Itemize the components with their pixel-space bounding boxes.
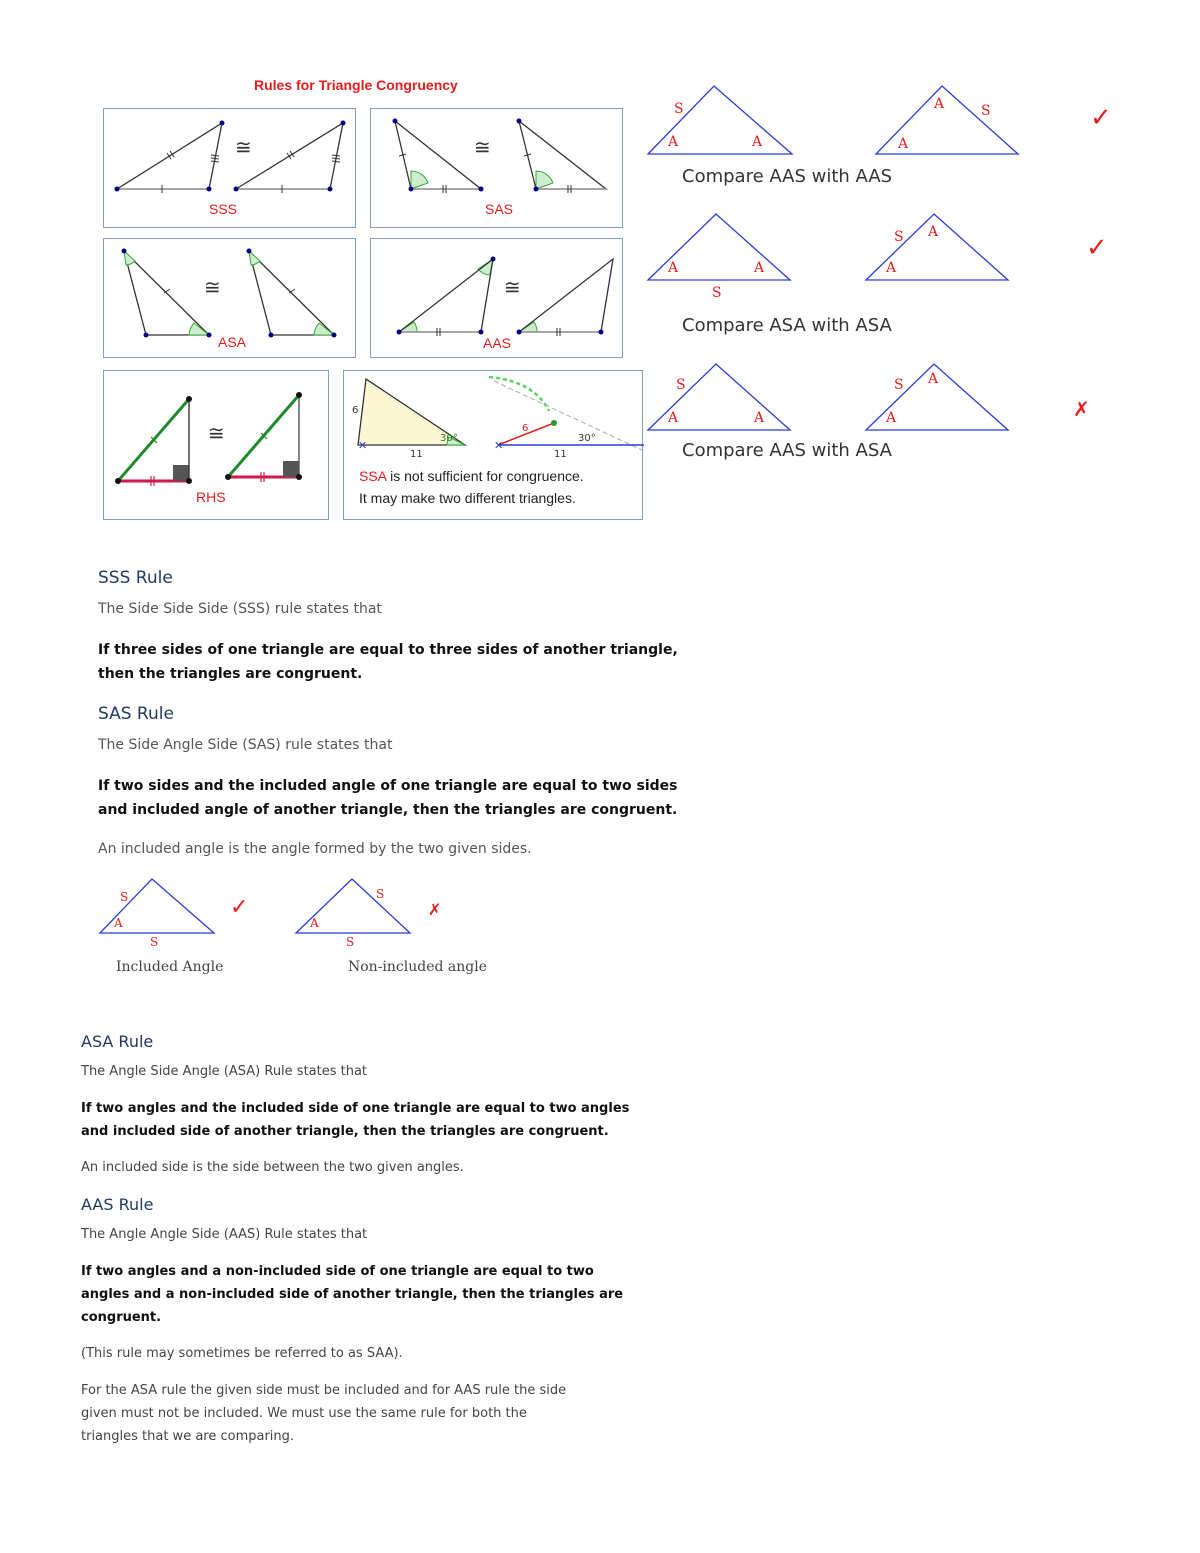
mark-s-4: S [894, 229, 904, 245]
asa-heading: ASA Rule [81, 1032, 154, 1051]
non-mark-a: A [310, 916, 319, 930]
non-mark-s-1: S [376, 887, 385, 901]
caption-asa-asa: Compare ASA with ASA [682, 315, 892, 336]
mark-a-2: A [752, 134, 763, 150]
panel-sas-clip [369, 108, 599, 229]
mark-a-5: A [668, 260, 679, 276]
ssa-line-1-rest: is not sufficient for congruence. [386, 468, 584, 484]
svg-text:✕: ✕ [358, 439, 368, 452]
asa-aas-section [80, 1028, 630, 1458]
mark-a-1: A [668, 134, 679, 150]
cross-icon: ✗ [1073, 397, 1090, 421]
asa-intro: The Angle Side Angle (ASA) Rule states that [81, 1064, 368, 1079]
mark-a-7: A [928, 224, 939, 240]
panel-sas [370, 108, 623, 228]
aas-statement-line-1: If two angles and a non-included side of one triangle are equal to two [81, 1264, 594, 1279]
sas-intro: The Side Angle Side (SAS) rule states that [98, 737, 393, 753]
sss-congruent-symbol: ≅ [235, 135, 252, 159]
mark-a-4: A [898, 136, 909, 152]
closing-line-3: triangles that we are comparing. [81, 1429, 295, 1444]
ssa-abbrev: SSA [359, 468, 387, 484]
non-mark-s-2: S [346, 935, 355, 949]
ssa-side-11b-label: 11 [554, 449, 567, 460]
check-icon: ✓ [230, 895, 249, 920]
ssa-side-6-label: 6 [352, 405, 359, 416]
closing-line-2: given must not be included. We must use the same rule for both the [81, 1406, 527, 1421]
check-icon: ✓ [1086, 233, 1108, 263]
closing-line-1: For the ASA rule the given side must be included and for AAS rule the side [81, 1383, 567, 1398]
ssa-angle-b-label: 30° [578, 433, 596, 444]
panel-aas-clip [369, 238, 599, 359]
asa-label: ASA [218, 334, 247, 350]
aas-statement-line-3: congruent. [81, 1310, 162, 1325]
asa-statement-line-2: and included side of another triangle, then the triangles are congruent. [81, 1124, 609, 1139]
sas-label: SAS [485, 201, 514, 217]
sss-heading: SSS Rule [98, 568, 173, 588]
cross-icon: ✗ [428, 900, 442, 919]
inc-mark-s-1: S [120, 890, 129, 904]
mark-a-10: A [754, 410, 765, 426]
sas-statement-line-2: and included angle of another triangle, then the triangles are congruent. [98, 802, 678, 818]
sss-statement-line-2: then the triangles are congruent. [98, 666, 363, 682]
mark-s-5: S [676, 377, 686, 393]
mark-a-8: A [886, 260, 897, 276]
caption-aas-asa: Compare AAS with ASA [682, 440, 892, 461]
sas-note: An included angle is the angle formed by the two given sides. [98, 841, 532, 857]
sss-statement-line-1: If three sides of one triangle are equal to three sides of another triangle, [98, 642, 678, 658]
figure-title: Rules for Triangle Congruency [254, 77, 458, 93]
mark-a-3: A [934, 96, 945, 112]
inc-mark-a: A [114, 916, 123, 930]
sas-heading: SAS Rule [98, 704, 174, 724]
aas-intro: The Angle Angle Side (AAS) Rule states that [81, 1227, 368, 1242]
mark-s-6: S [894, 377, 904, 393]
aas-heading: AAS Rule [81, 1195, 154, 1214]
aas-congruent-symbol: ≅ [504, 275, 521, 299]
svg-text:✕: ✕ [494, 439, 504, 452]
panel-aas [370, 238, 623, 358]
panel-sss [103, 108, 356, 228]
asa-statement-line-1: If two angles and the included side of one triangle are equal to two angles [81, 1101, 630, 1116]
sss-label: SSS [209, 201, 238, 217]
sas-statement-line-1: If two sides and the included angle of one triangle are equal to two sides [98, 778, 678, 794]
mark-a-12: A [886, 410, 897, 426]
non-included-angle-caption: Non-included angle [348, 959, 488, 975]
ssa-angle-label: 30° [440, 433, 458, 444]
aas-label: AAS [483, 335, 512, 351]
ssa-side-11-label: 11 [410, 449, 423, 460]
inc-mark-s-2: S [150, 935, 159, 949]
mark-a-9: A [668, 410, 679, 426]
mark-s-2: S [981, 103, 991, 119]
aas-statement-line-2: angles and a non-included side of another triangle, then the triangles are [81, 1287, 624, 1302]
mark-a-6: A [754, 260, 765, 276]
ssa-side-6b-label: 6 [522, 423, 529, 434]
rhs-congruent-symbol: ≅ [208, 421, 225, 445]
rhs-label: RHS [196, 489, 226, 505]
panel-rhs [103, 370, 329, 520]
sss-sas-section [96, 560, 678, 880]
mark-s-1: S [674, 101, 684, 117]
compare-diagrams [640, 80, 1200, 480]
panel-ssa-clip [343, 370, 599, 521]
sss-intro: The Side Side Side (SSS) rule states that [98, 601, 382, 617]
asa-note: An included side is the side between the two given angles. [81, 1160, 464, 1175]
ssa-line-1 [359, 468, 584, 484]
check-icon: ✓ [1090, 103, 1112, 133]
ssa-line-2: It may make two different triangles. [359, 490, 576, 506]
included-angle-diagram [96, 874, 536, 954]
panel-asa [103, 238, 356, 358]
asa-congruent-symbol: ≅ [204, 275, 221, 299]
included-angle-caption: Included Angle [116, 959, 224, 975]
mark-a-11: A [928, 371, 939, 387]
mark-s-3: S [712, 285, 722, 301]
sas-congruent-symbol: ≅ [474, 135, 491, 159]
aas-note: (This rule may sometimes be referred to as SAA). [81, 1346, 403, 1361]
panel-ssa [343, 370, 643, 520]
caption-aas-aas: Compare AAS with AAS [682, 166, 893, 187]
